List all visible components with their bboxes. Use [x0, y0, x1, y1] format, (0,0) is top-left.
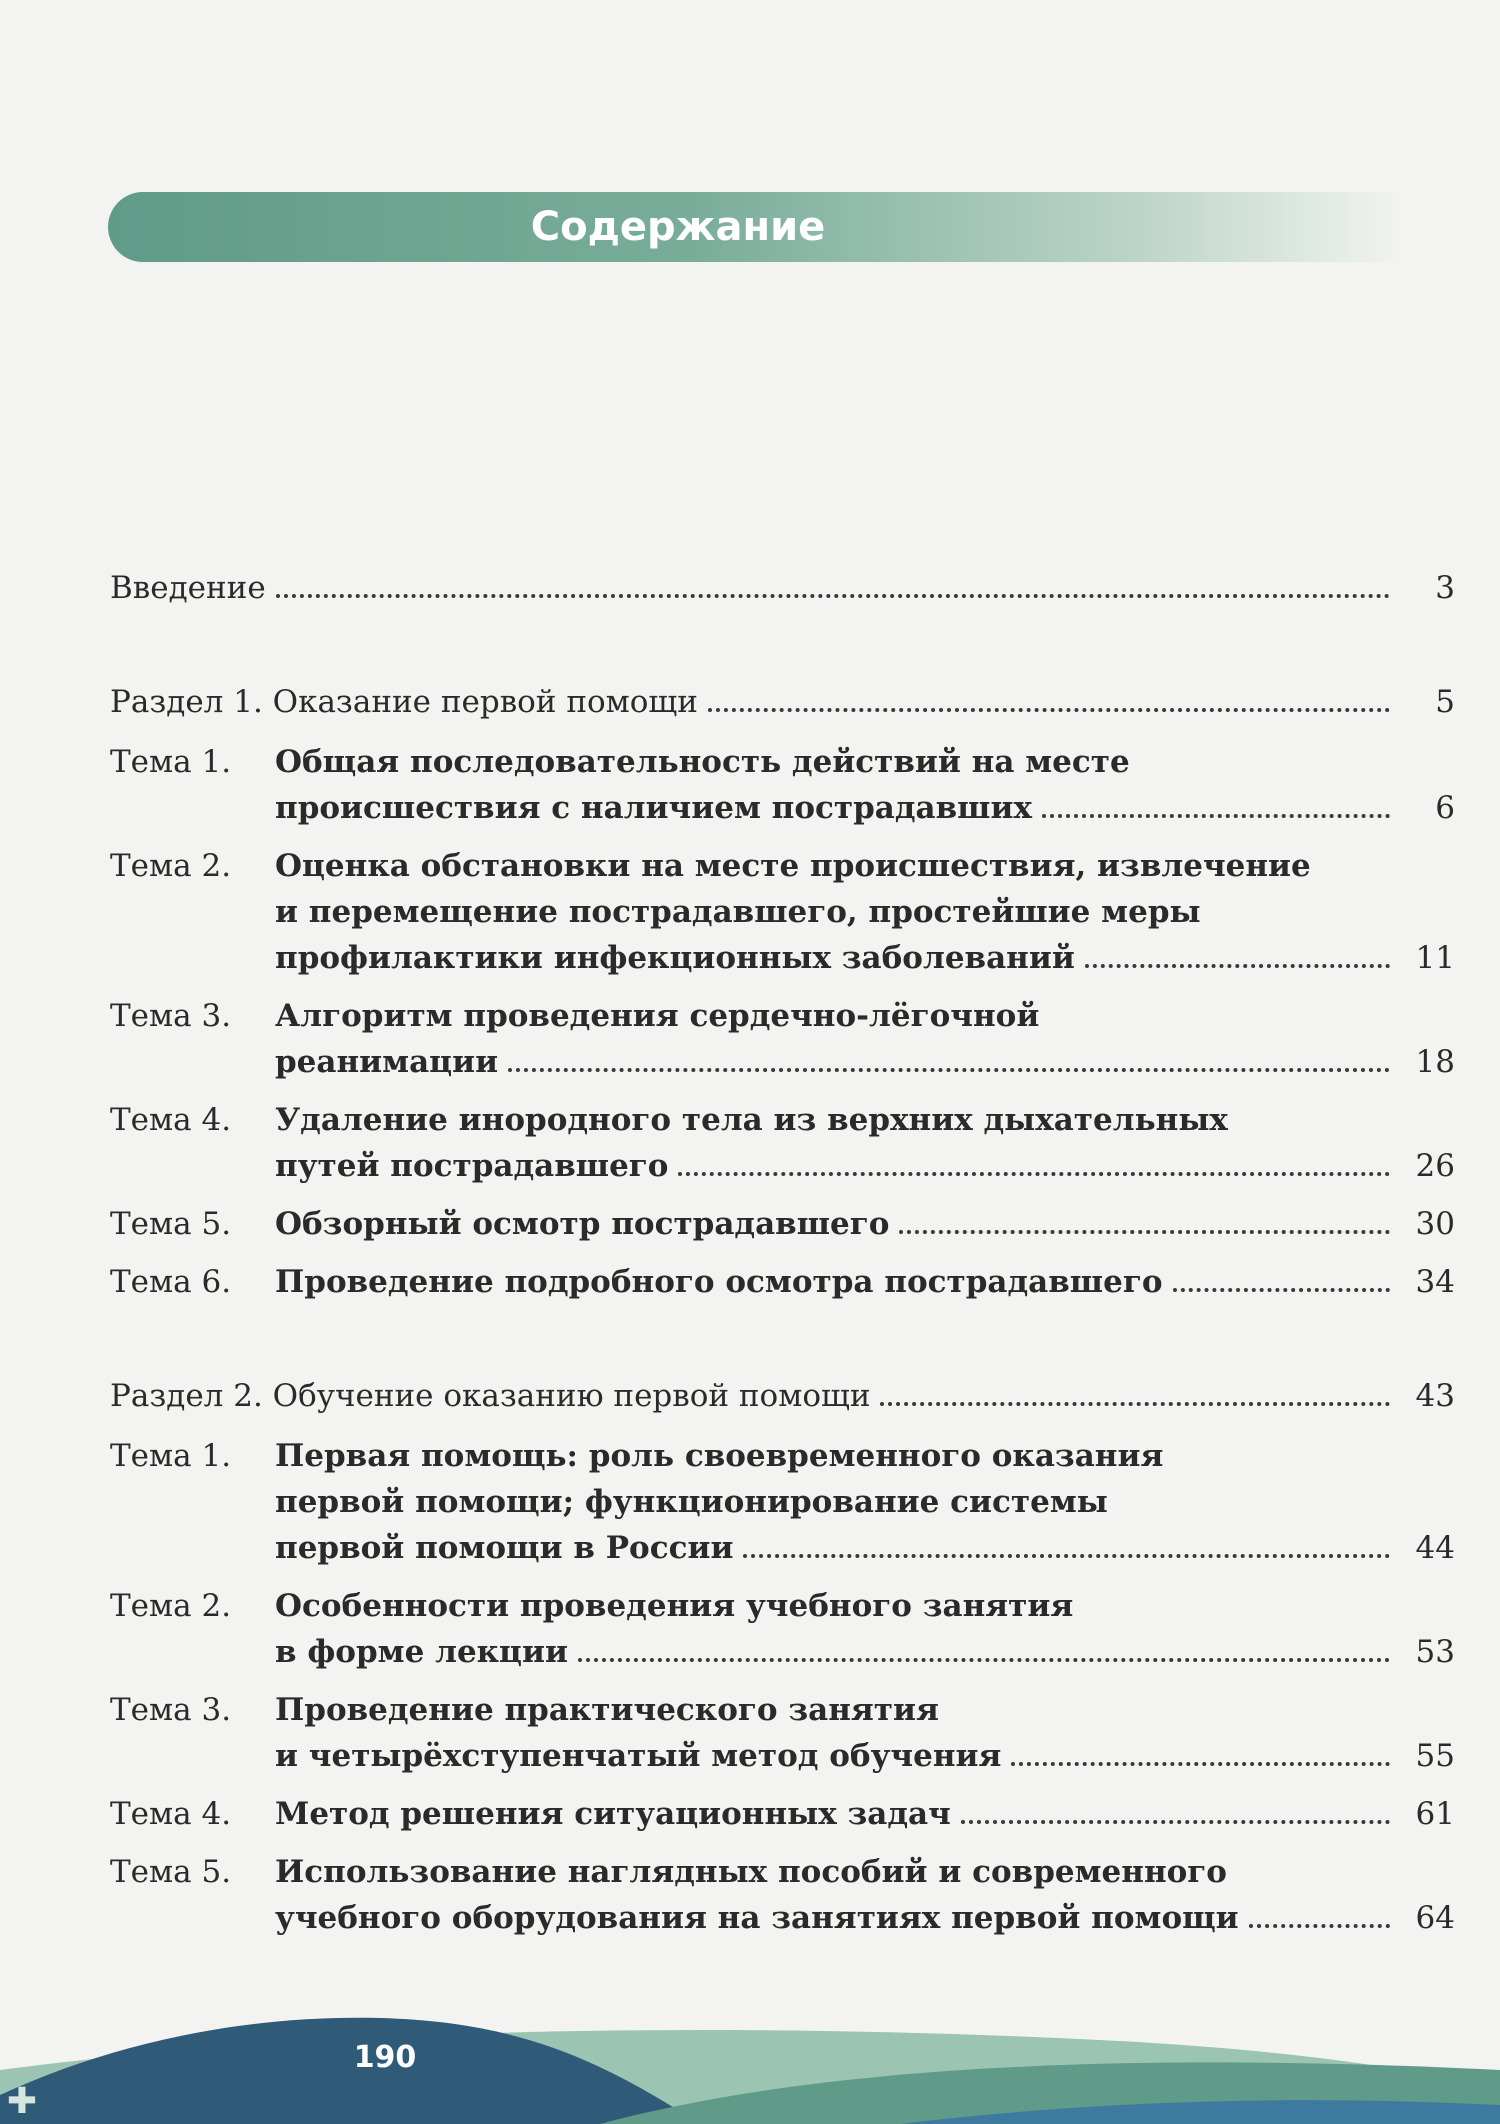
toc-title: путей пострадавшего [275, 1148, 669, 1184]
toc-title: Проведение подробного осмотра пострадавшего [275, 1264, 1163, 1300]
toc-title: первой помощи в России [275, 1530, 734, 1566]
toc-page-number: 30 [1415, 1206, 1455, 1242]
page-title: Содержание [530, 204, 826, 250]
toc-title: Введение [110, 570, 266, 606]
toc-entry [110, 565, 1455, 611]
toc-entry [110, 993, 1455, 1085]
page-number: 190 [353, 2040, 417, 2075]
toc-entry [110, 1791, 1455, 1837]
toc-page-number: 43 [1415, 1378, 1455, 1414]
toc-topic-number: Тема 2. [110, 1588, 232, 1624]
toc-leader-dots [508, 1067, 1390, 1072]
toc-topic-number: Тема 4. [110, 1796, 232, 1832]
toc-title: и четырёхступенчатый метод обучения [275, 1738, 1002, 1774]
toc-page-number: 64 [1415, 1900, 1455, 1936]
toc-page-number: 26 [1415, 1148, 1455, 1184]
toc-page-number: 3 [1435, 570, 1455, 606]
footer-waves-graphic [0, 2000, 1500, 2124]
table-of-contents [110, 565, 1455, 1941]
toc-entry [110, 1201, 1455, 1247]
toc-entry [110, 1373, 1455, 1419]
header-banner [108, 192, 1408, 262]
toc-title: Удаление инородного тела из верхних дыхательных [275, 1102, 1228, 1138]
toc-title: Первая помощь: роль своевременного оказания [275, 1438, 1164, 1474]
toc-page-number: 18 [1415, 1044, 1455, 1080]
toc-page-number: 5 [1435, 684, 1455, 720]
toc-entry [110, 1849, 1455, 1941]
toc-topic-number: Тема 4. [110, 1102, 232, 1138]
toc-entry [110, 739, 1455, 831]
toc-page-number: 6 [1435, 790, 1455, 826]
toc-entry [110, 1433, 1455, 1571]
toc-page-number: 55 [1415, 1738, 1455, 1774]
toc-topic-number: Тема 3. [110, 998, 232, 1034]
toc-leader-dots [743, 1553, 1390, 1558]
toc-title: и перемещение пострадавшего, простейшие меры [275, 894, 1201, 930]
toc-leader-dots [1249, 1923, 1390, 1928]
toc-topic-number: Тема 6. [110, 1264, 232, 1300]
toc-topic-number: Тема 1. [110, 1438, 232, 1474]
toc-title: Раздел 1. Оказание первой помощи [110, 684, 698, 720]
toc-title: реанимации [275, 1044, 499, 1080]
toc-topic-number: Тема 5. [110, 1206, 232, 1242]
toc-title: Раздел 2. Обучение оказанию первой помощи [110, 1378, 871, 1414]
first-aid-kit-icon: ✚ [6, 2081, 38, 2122]
toc-topic-number: Тема 3. [110, 1692, 232, 1728]
footer-decoration [0, 2000, 1500, 2124]
toc-title: профилактики инфекционных заболеваний [275, 940, 1075, 976]
toc-title: Оценка обстановки на месте происшествия, извлечение [275, 848, 1311, 884]
toc-topic-number: Тема 1. [110, 744, 232, 780]
toc-leader-dots [1085, 963, 1390, 968]
toc-entry [110, 1259, 1455, 1305]
toc-topic-number: Тема 5. [110, 1854, 232, 1890]
toc-title: первой помощи; функционирование системы [275, 1484, 1108, 1520]
toc-leader-dots [1042, 813, 1390, 818]
toc-title: Общая последовательность действий на месте [275, 744, 1130, 780]
toc-title: Проведение практического занятия [275, 1692, 939, 1728]
toc-topic-number: Тема 2. [110, 848, 232, 884]
toc-leader-dots [880, 1401, 1390, 1406]
toc-page-number: 11 [1415, 940, 1455, 976]
toc-title: происшествия с наличием пострадавших [275, 790, 1032, 826]
toc-title: Обзорный осмотр пострадавшего [275, 1206, 890, 1242]
toc-page-number: 34 [1415, 1264, 1455, 1300]
toc-title: Алгоритм проведения сердечно-лёгочной [275, 998, 1040, 1034]
toc-leader-dots [578, 1657, 1390, 1662]
toc-leader-dots [899, 1229, 1390, 1234]
toc-page-number: 53 [1415, 1634, 1455, 1670]
toc-entry [110, 1097, 1455, 1189]
toc-page-number: 44 [1415, 1530, 1455, 1566]
toc-leader-dots [276, 593, 1390, 598]
toc-title: Использование наглядных пособий и современного [275, 1854, 1227, 1890]
toc-leader-dots [708, 707, 1390, 712]
toc-entry [110, 1583, 1455, 1675]
toc-leader-dots [961, 1819, 1390, 1824]
toc-entry [110, 843, 1455, 981]
toc-title: в форме лекции [275, 1634, 568, 1670]
toc-title: Метод решения ситуационных задач [275, 1796, 951, 1832]
toc-title: учебного оборудования на занятиях первой помощи [275, 1900, 1239, 1936]
toc-entry [110, 679, 1455, 725]
toc-title: Особенности проведения учебного занятия [275, 1588, 1074, 1624]
toc-entry [110, 1687, 1455, 1779]
toc-leader-dots [1173, 1287, 1391, 1292]
toc-leader-dots [1011, 1761, 1390, 1766]
toc-leader-dots [678, 1171, 1390, 1176]
toc-page-number: 61 [1415, 1796, 1455, 1832]
